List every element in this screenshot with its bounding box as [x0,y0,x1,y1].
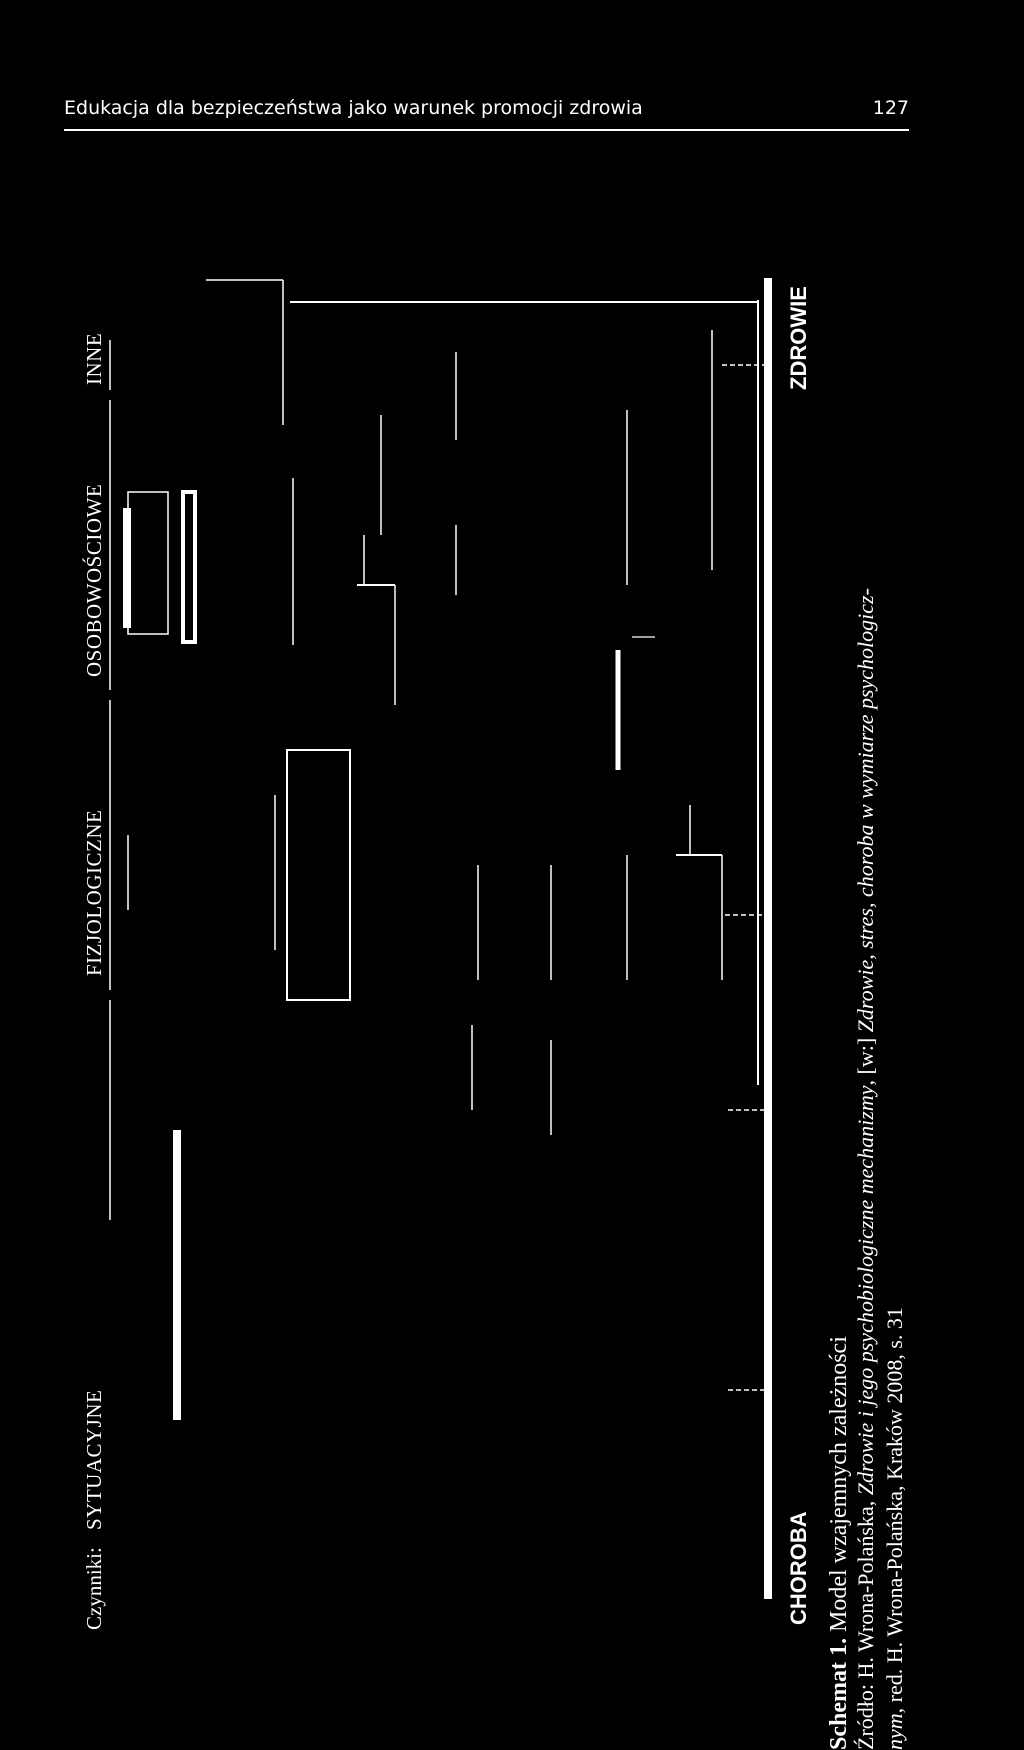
physiological-box [287,750,350,1000]
factor-situational: SYTUACYJNE [82,1389,106,1530]
source-line-1 [853,588,879,1750]
personality-box-a [128,492,168,634]
axis-health: ZDROWIE [786,286,811,390]
factor-physiological: FIZJOLOGICZNE [82,809,106,976]
factors-label: Czynniki: [82,1547,106,1630]
caption-label: Schemat 1. [826,1638,852,1750]
page-number: 127 [872,97,909,119]
running-title: Edukacja dla bezpieczeństwa jako warunek promocji zdrowia [64,97,643,119]
source-title-2-cont: nym [882,1713,907,1750]
factor-other: INNE [82,332,106,385]
source-middle: , [w:] [853,1032,878,1086]
factor-personality: OSOBOWOŚCIOWE [82,483,106,677]
source-title-2: Zdrowie, stres, choroba w wymiarze psychologicz- [853,588,878,1033]
personality-fill [123,508,131,628]
axis-illness: CHOROBA [786,1511,811,1625]
source-prefix: Źródło: H. Wrona-Polańska, [853,1495,878,1750]
personality-box-b [183,492,195,642]
source-suffix: , red. H. Wrona-Polańska, Kraków 2008, s. 31 [882,1307,907,1714]
figure-caption [826,1336,853,1750]
caption-text: Model wzajemnych zależności [826,1336,852,1633]
source-title-1: Zdrowie i jego psychobiologiczne mechanizmy [853,1085,878,1496]
source-line-2 [882,1307,908,1750]
